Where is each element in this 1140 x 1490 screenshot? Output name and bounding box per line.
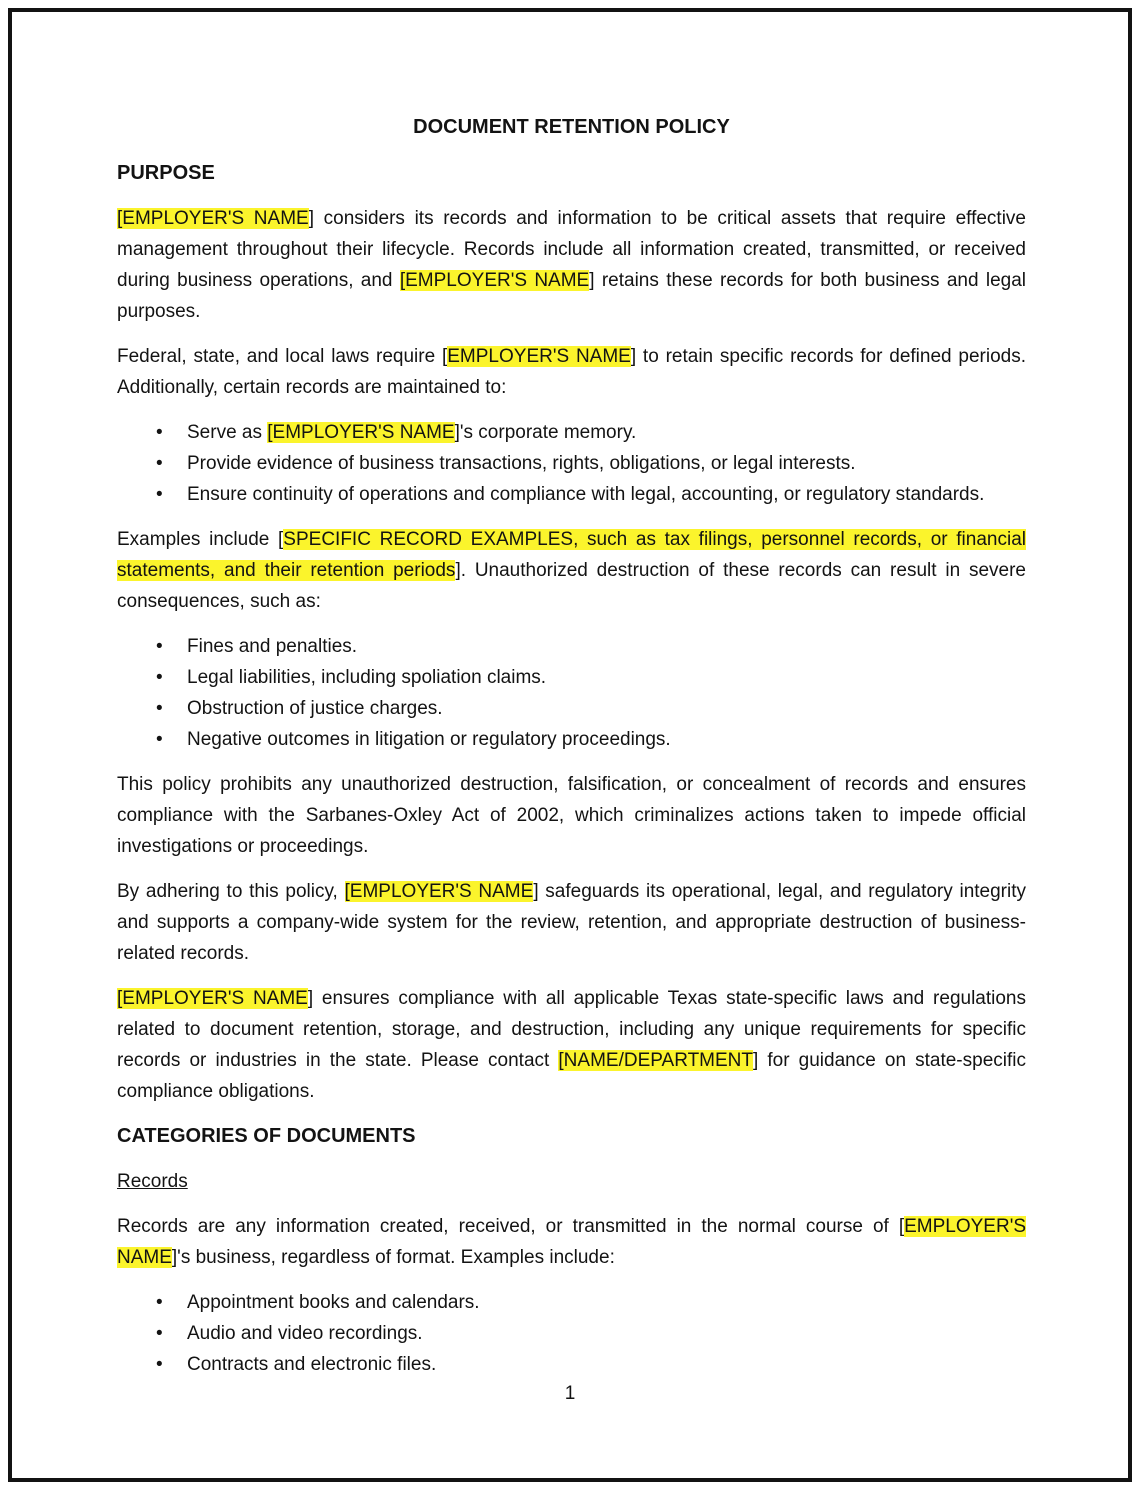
paragraph-adherence bbox=[117, 876, 1026, 969]
list-item bbox=[117, 693, 1026, 724]
highlighted-placeholder: [EMPLOYER'S NAME bbox=[399, 270, 590, 291]
paragraph-laws bbox=[117, 341, 1026, 403]
text-run: This policy prohibits any unauthorized destruction, falsification, or concealment of records and ensures compliance with the Sarbanes-Oxley Act of 2002, which criminalizes actions taken to impede official investigations or proceedings. bbox=[117, 774, 1026, 857]
heading-purpose: PURPOSE bbox=[117, 162, 215, 184]
text-run: ] to retain specific records for defined periods. Additionally, certain records are maintained to: bbox=[117, 346, 1026, 398]
highlighted-placeholder: [NAME/DEPARTMENT bbox=[558, 1050, 753, 1071]
text-run: By adhering to this policy, bbox=[117, 881, 345, 902]
text-run: Records are any information created, received, or transmitted in the normal course of [ bbox=[117, 1216, 905, 1237]
highlighted-placeholder: SPECIFIC RECORD EXAMPLES, such as tax filings, personnel records, or financial statements, and their retention periods bbox=[117, 529, 1026, 581]
highlighted-placeholder: [EMPLOYER'S NAME bbox=[344, 881, 534, 902]
highlighted-placeholder: [EMPLOYER'S NAME bbox=[267, 422, 455, 443]
text-run: Appointment books and calendars. bbox=[187, 1292, 480, 1313]
text-run: Ensure continuity of operations and compliance with legal, accounting, or regulatory standards. bbox=[187, 484, 985, 505]
paragraph-purpose-intro bbox=[117, 203, 1026, 327]
highlighted-placeholder: EMPLOYER'S NAME bbox=[117, 1216, 1026, 1268]
highlighted-placeholder: [EMPLOYER'S NAME bbox=[117, 208, 309, 229]
list-item bbox=[117, 662, 1026, 693]
text-run: Contracts and electronic files. bbox=[187, 1354, 437, 1375]
text-run: Provide evidence of business transactions, rights, obligations, or legal interests. bbox=[187, 453, 856, 474]
text-run: ] considers its records and information to be critical assets that require effective management throughout their lifecycle. Records include all information created, transmitted, or received during business operations, and bbox=[117, 208, 1026, 291]
list-item bbox=[117, 448, 1026, 479]
text-run: ] safeguards its operational, legal, and regulatory integrity and supports a company-wide system for the review, retention, and appropriate destruction of business-related records. bbox=[117, 881, 1026, 964]
text-run: ]. Unauthorized destruction of these records can result in severe consequences, such as: bbox=[117, 560, 1026, 612]
paragraph-records-definition bbox=[117, 1211, 1026, 1273]
text-run: ]'s business, regardless of format. Examples include: bbox=[171, 1247, 615, 1268]
list-item bbox=[117, 417, 1026, 448]
heading-categories: CATEGORIES OF DOCUMENTS bbox=[117, 1125, 416, 1147]
page-number: 1 bbox=[564, 1383, 576, 1404]
text-run: Fines and penalties. bbox=[187, 636, 358, 657]
subheading-records: Records bbox=[117, 1171, 188, 1192]
list-item bbox=[117, 1318, 1026, 1349]
list-consequences bbox=[117, 631, 1026, 755]
text-run: Serve as bbox=[187, 422, 268, 443]
text-run: Negative outcomes in litigation or regulatory proceedings. bbox=[187, 729, 671, 750]
document-page bbox=[8, 8, 1132, 1482]
paragraph-prohibition bbox=[117, 769, 1026, 862]
list-item bbox=[117, 1349, 1026, 1380]
list-record-examples bbox=[117, 1287, 1026, 1380]
list-records-maintained bbox=[117, 417, 1026, 510]
list-item bbox=[117, 1287, 1026, 1318]
text-run: Federal, state, and local laws require [ bbox=[117, 346, 448, 367]
paragraph-examples bbox=[117, 524, 1026, 617]
list-item bbox=[117, 724, 1026, 755]
text-run: ] ensures compliance with all applicable Texas state-specific laws and regulations related to document retention, storage, and destruction, including any unique requirements for specific records or industries in the state. Please contact bbox=[117, 988, 1026, 1071]
text-run: Legal liabilities, including spoliation claims. bbox=[187, 667, 547, 688]
highlighted-placeholder: [EMPLOYER'S NAME bbox=[117, 988, 308, 1009]
list-item bbox=[117, 479, 1026, 510]
text-run: ] retains these records for both business and legal purposes. bbox=[117, 270, 1026, 322]
text-run: ] for guidance on state-specific compliance obligations. bbox=[117, 1050, 1026, 1102]
list-item bbox=[117, 631, 1026, 662]
document-title: DOCUMENT RETENTION POLICY bbox=[413, 116, 730, 138]
text-run: ]'s corporate memory. bbox=[454, 422, 637, 443]
highlighted-placeholder: EMPLOYER'S NAME bbox=[447, 346, 631, 367]
text-run: Obstruction of justice charges. bbox=[187, 698, 443, 719]
text-run: Examples include [ bbox=[117, 529, 284, 550]
text-run: Audio and video recordings. bbox=[187, 1323, 423, 1344]
paragraph-texas-compliance bbox=[117, 983, 1026, 1107]
